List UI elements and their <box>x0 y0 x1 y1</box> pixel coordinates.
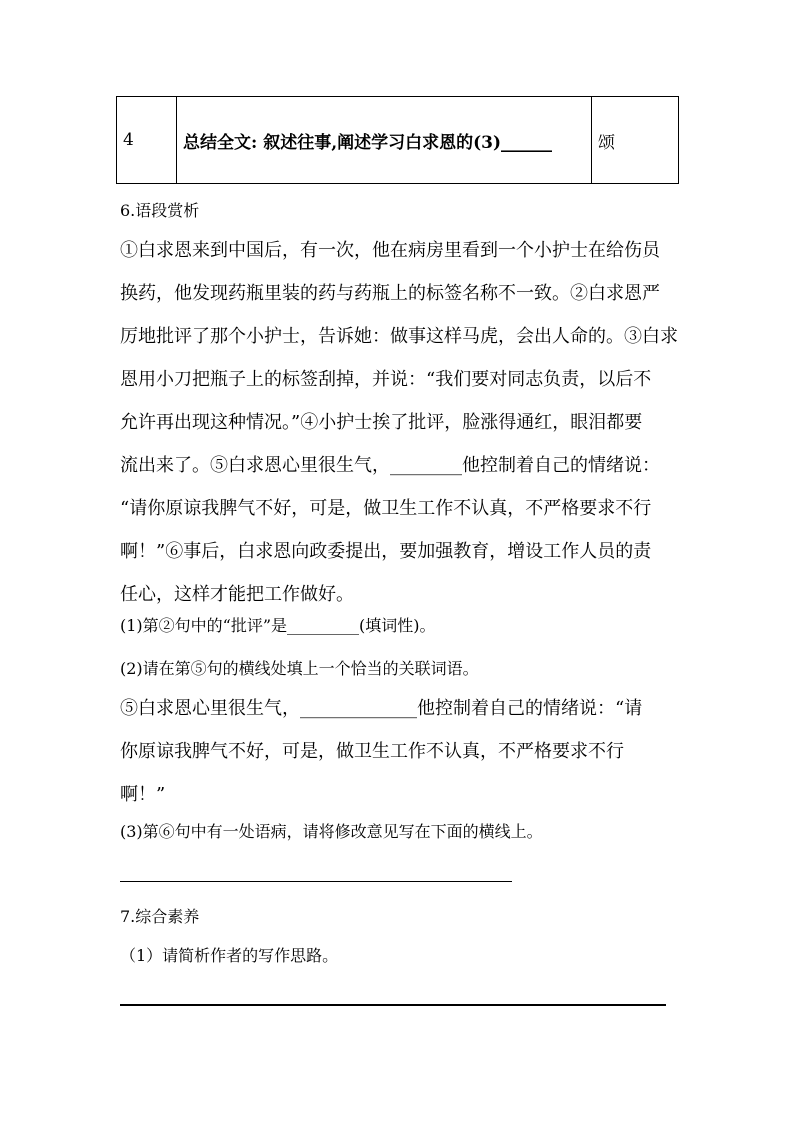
answer-table <box>116 96 679 184</box>
passage-line-7: “请你原谅我脾气不好，可是，做卫生工作不认真，不严格要求不行 <box>120 498 652 519</box>
table-row-tail: 颂 <box>598 132 615 153</box>
q2-text-line-3: 啊！” <box>120 784 166 805</box>
table-row-content: 总结全文: 叙述往事,阐述学习白求恩的(3)______ <box>177 97 592 183</box>
section7-title: 7.综合素养 <box>120 907 200 926</box>
answer-line-q3 <box>120 881 512 882</box>
table-row-number: 4 <box>117 97 177 183</box>
q2-text-line-1: ⑤白求恩心里很生气，_____________他控制着自己的情绪说：“请 <box>120 698 643 719</box>
passage-line-1: ①白求恩来到中国后，有一次，他在病房里看到一个小护士在给伤员 <box>120 240 660 261</box>
passage-line-8: 啊！”⑥事后，白求恩向政委提出，要加强教育，增设工作人员的责 <box>120 541 652 562</box>
passage-line-2: 换药，他发现药瓶里装的药与药瓶上的标签名称不一致。②白求恩严 <box>120 283 660 304</box>
question-1: (1)第②句中的“批评”是_________(填词性)。 <box>120 616 436 635</box>
q2-text-line-2: 你原谅我脾气不好，可是，做卫生工作不认真，不严格要求不行 <box>120 741 624 762</box>
section6-title: 6.语段赏析 <box>120 201 200 220</box>
question-3: (3)第⑥句中有一处语病，请将修改意见写在下面的横线上。 <box>120 822 543 841</box>
question-2: (2)请在第⑤句的横线处填上一个恰当的关联词语。 <box>120 659 479 678</box>
answer-line-section7 <box>120 1004 666 1006</box>
passage-line-4: 恩用小刀把瓶子上的标签刮掉，并说：“我们要对同志负责，以后不 <box>120 369 652 390</box>
passage-line-6: 流出来了。⑤白求恩心里很生气，________他控制着自己的情绪说： <box>120 455 660 476</box>
passage-line-5: 允许再出现这种情况。”④小护士挨了批评，脸涨得通红，眼泪都要 <box>120 412 643 433</box>
passage-line-9: 任心，这样才能把工作做好。 <box>120 584 354 605</box>
section7-question-1: （1）请简析作者的写作思路。 <box>120 946 339 965</box>
passage-line-3: 厉地批评了那个小护士，告诉她：做事这样马虎，会出人命的。③白求 <box>120 326 678 347</box>
